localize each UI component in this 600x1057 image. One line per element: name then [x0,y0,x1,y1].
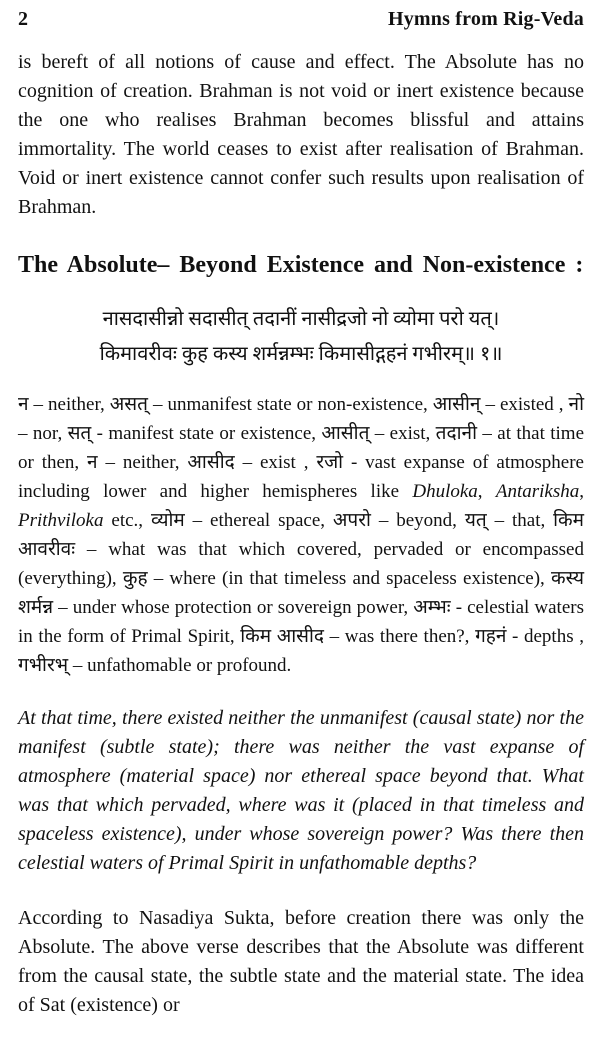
translation-paragraph: At that time, there existed neither the unmanifest (causal state) nor the manifest (subtle state); there was neither the vast expanse of atmosphere (material space) nor ethereal space beyond that. What was that which pervaded, where was it (placed in that timeless and spaceless existence), under whose sovereign power? Was there then celestial waters of Primal Spirit in unfathomable depths? [18,707,584,874]
verse-line-2: किमावरीवः कुह कस्य शर्मन्नम्भः किमासीद्गहनं गभीरम्॥ १॥ [99,343,503,365]
word-gloss-paragraph: न – neither, असत् – unmanifest state or non-existence, आसीन् – existed , नो – nor, सत् - manifest state or existence, आसीत् – exist, तदानी – at that time or then, न – neither, आसीद – exist , रजो - vast expanse of atmosphere including lower and higher hemispheres like Dhuloka, Antariksha, Prithviloka etc., व्योम – ethereal space, अपरो – beyond, यत् – that, किम आवरीवः – what was that which covered, pervaded or encompassed (everything), कुह – where (in that timeless and spaceless existence), कस्य शर्मन्न – under whose protection or sovereign power, अम्भः - celestial waters in the form of Primal Spirit, किम आसीद – was there then?, गहनं - depths , गभीरभ् – unfathomable or profound. [18,394,585,676]
section-heading: The Absolute– Beyond Existence and Non-existence : [18,252,584,278]
closing-paragraph: According to Nasadiya Sukta, before creation there was only the Absolute. The above verse describes that the Absolute was different from the causal state, the subtle state and the material state. The idea of Sat (existence) or [18,907,584,1016]
verse-line-1: नासदासीन्नो सदासीत् तदानीं नासीद्रजो नो व्योमा परो यत्। [102,308,500,330]
sanskrit-verse [28,302,574,372]
running-header [18,6,584,32]
page-number: 2 [18,8,28,30]
intro-paragraph: is bereft of all notions of cause and effect. The Absolute has no cognition of creation. Brahman is not void or inert existence because the one who realises Brahman becomes blissful and attains immortality. The world ceases to exist after realisation of Brahman. Void or inert existence cannot confer such results upon realisation of Brahman. [18,51,584,218]
book-title: Hymns from Rig-Veda [387,8,584,30]
